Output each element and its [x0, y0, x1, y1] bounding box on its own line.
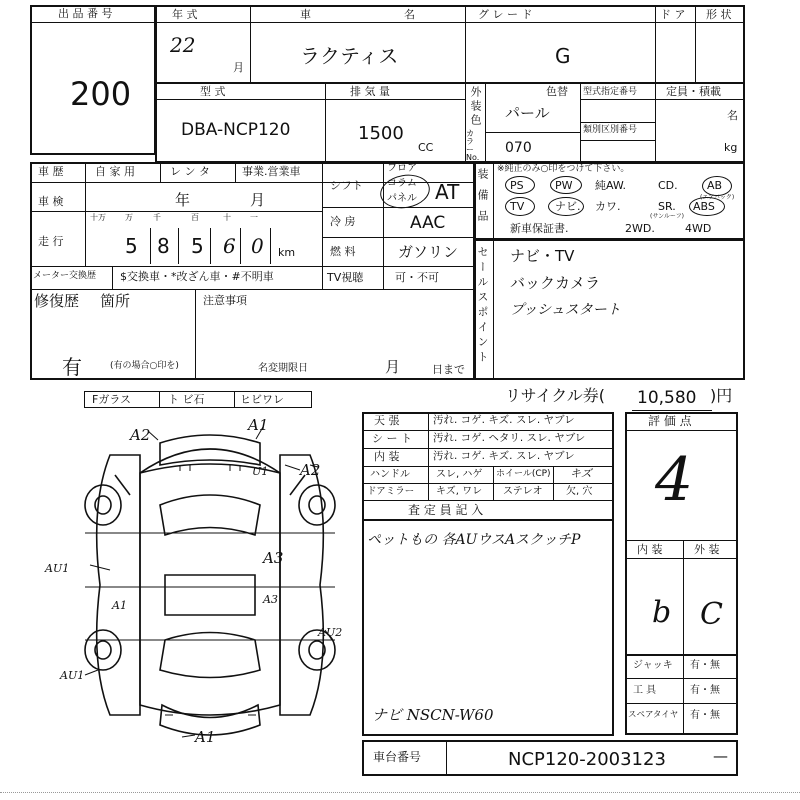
- displacement-value: 1500: [358, 123, 404, 144]
- exterior-score-label: 外 装: [694, 543, 720, 556]
- equipment-ps: PS: [510, 179, 524, 192]
- model-header: 型 式: [200, 85, 226, 98]
- interior-row-label: 天 張: [374, 414, 400, 427]
- repair-label: 修復歴: [34, 292, 80, 310]
- interior-row-label: 内 装: [374, 450, 400, 463]
- sales-point-item: プッシュスタート: [510, 302, 621, 318]
- footer-dotted-line: [0, 792, 800, 793]
- chassis-label: 車台番号: [373, 750, 422, 764]
- stereo-options: 欠, 穴: [566, 486, 593, 497]
- equipment-ab-sub: (エアバック): [700, 194, 735, 201]
- circle-pw: [550, 176, 582, 194]
- chassis-suffix: —: [713, 747, 728, 765]
- displacement-header: 排 気 量: [350, 85, 390, 98]
- history-option-private: 自 家 用: [95, 165, 135, 178]
- circle-abs: [689, 197, 725, 216]
- glass-item: ヒビワレ: [240, 393, 284, 406]
- diagram-mark: AU2: [318, 626, 343, 639]
- rename-label: 名変期限日: [258, 363, 308, 374]
- wheel-label: ホイール(CP): [496, 469, 551, 479]
- inspector-line-2: ナビ NSCN-W60: [372, 706, 494, 724]
- chassis-value: NCP120-2003123: [508, 749, 666, 770]
- shift-option-column: コラム: [387, 178, 417, 189]
- rename-month: 月: [385, 358, 401, 376]
- mileage-label: 走 行: [38, 235, 64, 248]
- diagram-mark: A3: [263, 549, 284, 567]
- color-value: パール: [505, 104, 550, 122]
- mileage-unit: km: [278, 246, 296, 259]
- glass-item: ト ビ石: [168, 393, 205, 406]
- inspection-label: 車 検: [38, 195, 64, 208]
- year-value: 22: [170, 33, 196, 57]
- year-header: 年 式: [172, 8, 198, 21]
- circle-ps: [505, 176, 535, 194]
- rename-day: 日まで: [432, 363, 465, 376]
- tool-value: 有・無: [690, 685, 720, 696]
- meter-options: $交換車・*改ざん車・#不明車: [120, 270, 274, 283]
- shift-value: AT: [435, 180, 460, 204]
- interior-row-options: 汚れ. コゲ. キズ. スレ. ヤブレ: [433, 450, 575, 462]
- capacity-header: 定員・積載: [666, 85, 721, 98]
- recycle-unit: )円: [710, 386, 733, 405]
- mileage-digit-header: 千: [153, 213, 161, 222]
- repair-value: 有: [62, 355, 82, 379]
- equipment-pw: PW: [555, 179, 573, 192]
- equipment-note: ※純正のみ○印をつけて下さい。: [497, 164, 630, 174]
- color-change-label: 色替: [546, 85, 568, 98]
- score-value: 4: [655, 445, 694, 515]
- repair-note: (有の場合○印を): [110, 361, 179, 371]
- handle-label: ハンドル: [370, 469, 410, 480]
- mirror-options: キズ, ワレ: [436, 486, 483, 497]
- name-header: 名: [404, 8, 415, 21]
- circle-navi: [548, 197, 584, 216]
- tool-label: ジャッキ: [633, 660, 673, 671]
- interior-score-label: 内 装: [637, 543, 663, 556]
- circle-tv: [505, 197, 535, 216]
- equipment-4wd: 4WD: [685, 222, 712, 235]
- grade-value: G: [555, 44, 571, 68]
- inspector-label: 査 定 員 記 入: [408, 503, 484, 517]
- score-label: 評 価 点: [648, 414, 692, 428]
- fuel-label: 燃 料: [330, 245, 356, 258]
- tool-value: 有・無: [690, 660, 720, 671]
- shift-label: シフト: [330, 179, 363, 192]
- mileage-digit: 5: [191, 234, 204, 258]
- ac-value: AAC: [410, 213, 446, 233]
- ac-label: 冷 房: [330, 215, 356, 228]
- mileage-digit: 0: [251, 234, 264, 258]
- tool-label: 工 具: [633, 685, 657, 696]
- capacity-unit: 名: [727, 109, 738, 122]
- mileage-digit-header: 十: [223, 213, 231, 222]
- equipment-row-3: [500, 221, 740, 237]
- diagram-mark: A1: [195, 728, 216, 746]
- equipment-cd: CD.: [658, 179, 678, 192]
- diagram-mark: A1: [248, 416, 269, 434]
- shape-header: 形 状: [706, 8, 732, 21]
- diagram-mark: A3: [263, 593, 278, 606]
- mileage-digit-header: 万: [125, 213, 133, 222]
- type-cert-label: 型式指定番号: [583, 87, 638, 97]
- equipment-aw: 純AW.: [595, 179, 627, 192]
- glass-item: Fガラス: [92, 393, 131, 406]
- doors-header: ド ア: [660, 8, 686, 21]
- mileage-digit-header: 十万: [90, 213, 106, 222]
- inspection-year: 年: [175, 191, 191, 209]
- diagram-mark: A1: [112, 599, 127, 612]
- grade-header: グ レ ー ド: [478, 8, 533, 21]
- load-unit: kg: [724, 141, 738, 154]
- tv-label: TV視聴: [327, 271, 364, 284]
- interior-score-value: b: [652, 595, 672, 630]
- mileage-digit: 8: [157, 234, 170, 258]
- history-option-business: 事業.営業車: [242, 165, 301, 178]
- notes-label: 注意事項: [203, 294, 247, 307]
- inspector-line-1: ペットもの 各AUウスAスクッチP: [367, 532, 581, 548]
- stereo-label: ステレオ: [503, 486, 543, 497]
- ext-color-label: 外装色: [469, 86, 482, 128]
- lot-number-header: 出 品 番 号: [58, 7, 113, 20]
- diagram-mark: A2: [130, 426, 151, 444]
- circle-ab: [702, 176, 732, 196]
- interior-row-label: シ ー ト: [372, 432, 412, 445]
- vehicle-name: ラクティス: [300, 44, 399, 68]
- repair-area-label: 箇所: [100, 292, 131, 310]
- shift-option-floor: フロア: [387, 163, 417, 174]
- handle-options: スレ, ハゲ: [436, 469, 483, 480]
- equipment-label: 装備品: [476, 168, 489, 231]
- sales-point-item: ナビ・TV: [510, 247, 575, 265]
- recycle-label: リサイクル券(: [505, 386, 606, 405]
- diagram-mark: AU1: [45, 562, 70, 575]
- shift-option-panel: パネル: [387, 193, 417, 204]
- equipment-abs: ABS: [693, 200, 715, 213]
- equipment-warranty: 新車保証書.: [510, 222, 569, 235]
- mileage-digit: 5: [125, 234, 138, 258]
- interior-row-options: 汚れ. コゲ. ヘタリ. スレ. ヤブレ: [433, 432, 586, 444]
- diagram-mark: U1: [252, 465, 269, 478]
- mileage-digit-header: 一: [250, 213, 258, 222]
- sales-points-label: セールスポイント: [476, 246, 489, 366]
- year-unit: 月: [233, 61, 244, 74]
- equipment-ab: AB: [707, 179, 723, 192]
- diagram-marks: [0, 0, 360, 760]
- diagram-mark: AU1: [60, 669, 85, 682]
- equipment-leather: カワ.: [595, 200, 621, 213]
- interior-row-options: 汚れ. コゲ. キズ. スレ. ヤブレ: [433, 414, 575, 426]
- history-label: 車 歴: [38, 165, 64, 178]
- model-value: DBA-NCP120: [181, 120, 291, 140]
- meter-label: メーター交換歴: [33, 271, 97, 281]
- tool-value: 有・無: [690, 710, 720, 721]
- recycle-value: 10,580: [637, 388, 697, 408]
- tv-value: 可・不可: [395, 271, 439, 284]
- maker-header: 車: [300, 8, 311, 21]
- color-code: 070: [505, 140, 532, 156]
- sales-point-item: バックカメラ: [510, 274, 601, 292]
- mileage-digit-header: 百: [191, 213, 199, 222]
- tool-label: スペアタイヤ: [628, 710, 679, 720]
- fuel-value: ガソリン: [398, 243, 459, 261]
- mirror-label: ドアミラー: [367, 486, 415, 497]
- equipment-navi: ナビ.: [555, 200, 581, 213]
- displacement-unit: CC: [418, 141, 434, 154]
- wheel-value: キズ: [570, 467, 592, 480]
- lot-number-value: 200: [70, 75, 132, 113]
- inspection-month: 月: [250, 191, 266, 209]
- diagram-mark: A2: [300, 461, 321, 479]
- color-no-label: カラーNo.: [466, 129, 480, 162]
- equipment-sr-sub: (サンルーフ): [650, 213, 684, 220]
- exterior-score-value: C: [700, 597, 723, 632]
- mileage-digit: 6: [223, 234, 236, 258]
- class-label: 類別区別番号: [583, 125, 638, 135]
- equipment-2wd: 2WD.: [625, 222, 655, 235]
- equipment-sr: SR.: [658, 200, 676, 213]
- history-option-rental: レ ン タ: [170, 165, 210, 178]
- equipment-tv: TV: [510, 200, 525, 213]
